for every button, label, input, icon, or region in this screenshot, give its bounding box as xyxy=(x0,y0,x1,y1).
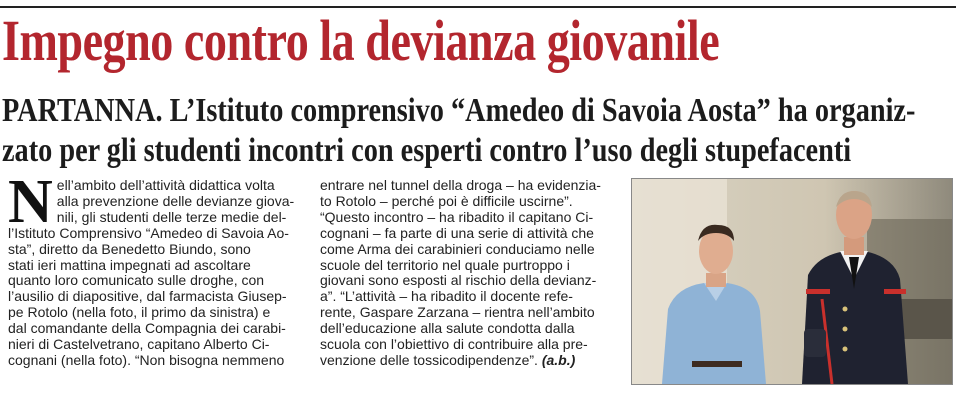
subheadline-line: zato per gli studenti incontri con esperti contro l’uso degli stupefacenti xyxy=(2,132,852,169)
body-line: nieri di Castelvetrano, capitano Alberto Ci- xyxy=(8,336,270,353)
body-line: alla prevenzione delle devianze giova- xyxy=(56,192,295,209)
body-line: quanto loro comunicato sulle droghe, con xyxy=(8,272,265,289)
article-column-2 xyxy=(320,178,620,369)
body-line: dell’educazione alla salute condotta dalla xyxy=(320,320,575,337)
body-line: a”. “L’attività – ha ribadito il docente refe- xyxy=(320,288,573,305)
body-line: rente, Gaspare Zarzana – rientra nell’ambito xyxy=(320,304,595,321)
body-line: cognani – fa parte di una serie di attività che xyxy=(320,224,594,241)
body-line: scuola con l’obiettivo di contribuire alla pre- xyxy=(320,336,588,353)
headline: Impegno contro la devianza giovanile xyxy=(2,8,720,73)
subheadline-line: PARTANNA. L’Istituto comprensivo “Amedeo di Savoia Aosta” ha organiz- xyxy=(2,92,916,129)
body-line: cognani (nella foto). “Non bisogna nemmeno xyxy=(8,351,285,368)
body-line: entrare nel tunnel della droga – ha evidenzia- xyxy=(320,177,601,193)
body-line: l’ausilio di diapositive, dal farmacista Giusep- xyxy=(8,288,287,305)
body-line: come Arma dei carabinieri conduciamo nelle xyxy=(320,240,595,257)
body-line: l’Istituto Comprensivo “Amedeo di Savoia Ao- xyxy=(8,224,289,241)
article-column-1 xyxy=(8,168,304,369)
body-line: nili, gli studenti delle terze medie del- xyxy=(56,208,287,225)
body-line: ell’ambito dell’attività didattica volta xyxy=(56,177,275,193)
body-line: “Questo incontro – ha ribadito il capitano Ci- xyxy=(320,208,594,225)
article-photo xyxy=(631,178,953,385)
body-line: scuole del territorio nel quale purtroppo i xyxy=(320,256,570,273)
body-line-text: venzione delle tossicodipendenze”. xyxy=(320,351,538,368)
author-signature: (a.b.) xyxy=(541,351,576,368)
body-line: stati ieri mattina impegnati ad ascoltare xyxy=(8,256,251,273)
photo-illustration xyxy=(632,179,952,384)
body-line: dal comandante della Compagnia dei carabi- xyxy=(8,320,286,337)
subheadline xyxy=(2,91,934,171)
body-line xyxy=(320,353,620,369)
body-line: to Rotolo – perché poi è difficile uscirne”. xyxy=(320,192,573,209)
body-line: pe Rotolo (nella foto, il primo da sinistra) e xyxy=(8,304,271,321)
drop-cap: N xyxy=(8,168,53,236)
body-line: sta”, diretto da Benedetto Biundo, sono xyxy=(8,240,251,257)
body-line: giovani sono esposti al rischio della devianz- xyxy=(320,272,597,289)
